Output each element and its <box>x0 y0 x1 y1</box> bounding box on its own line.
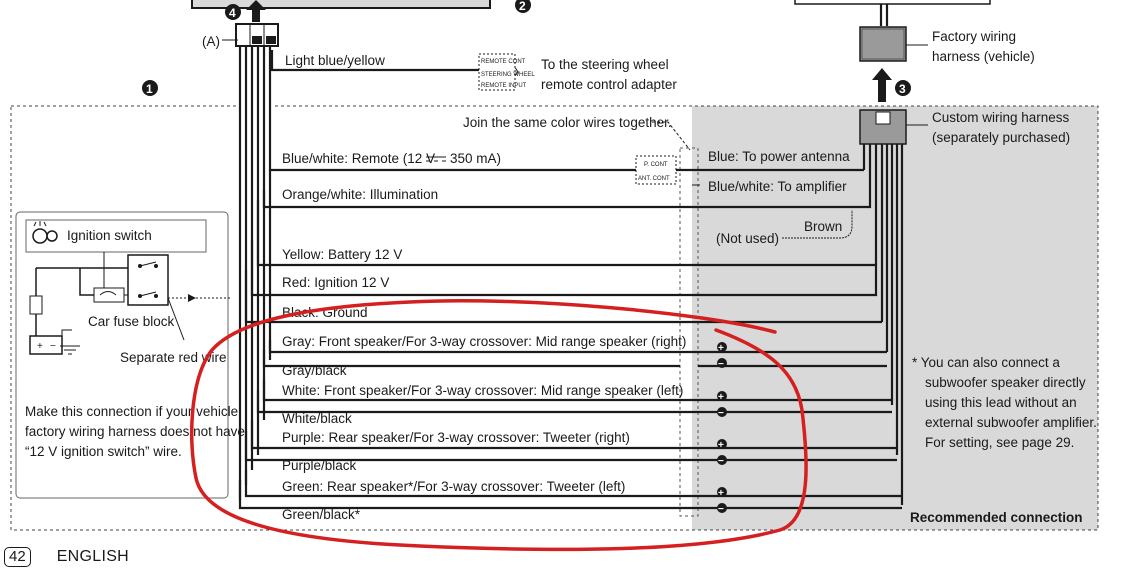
svg-text:+: + <box>37 341 43 352</box>
factory-box-top <box>795 0 990 4</box>
svg-text:−: − <box>718 359 724 370</box>
steering-label-2: remote control adapter <box>541 77 677 92</box>
blue-white-amp-label: Blue/white: To amplifier <box>708 179 847 194</box>
marker-1 <box>142 80 158 96</box>
make-conn-line-3: “12 V ignition switch” wire. <box>25 444 182 459</box>
fuse-block <box>94 288 124 302</box>
note-line-1: * You can also connect a <box>912 355 1060 370</box>
factory-wires-top <box>881 4 887 26</box>
svg-text:+: + <box>718 392 724 403</box>
separate-red-wire-label: Separate red wire <box>120 350 227 365</box>
svg-text:P. CONT: P. CONT <box>644 162 668 168</box>
note-line-4: external subwoofer amplifier. <box>925 415 1097 430</box>
white-label: White: Front speaker/For 3-way crossover: Mid range speaker (left) <box>282 383 684 398</box>
brown-label: Brown <box>804 219 843 234</box>
steering-label-1: To the steering wheel <box>541 57 669 72</box>
svg-text:+: + <box>718 488 724 499</box>
factory-harness-label-2: harness (vehicle) <box>932 49 1035 64</box>
svg-text:+: + <box>718 440 724 451</box>
car-fuse-block-label: Car fuse block <box>88 314 175 329</box>
ma-350-label: 350 mA) <box>450 151 502 166</box>
note-line-2: subwoofer speaker directly <box>925 375 1086 390</box>
svg-text:1: 1 <box>146 82 153 96</box>
connector-a-label: (A) <box>202 34 220 49</box>
make-conn-line-2: factory wiring harness does not have <box>25 424 245 439</box>
page-footer <box>0 544 129 570</box>
svg-text:ANT. CONT: ANT. CONT <box>638 176 670 182</box>
gray-label: Gray: Front speaker/For 3-way crossover: Mid range speaker (right) <box>282 334 687 349</box>
svg-text:−: − <box>50 341 56 352</box>
note-line-3: using this lead without an <box>925 395 1077 410</box>
page-number: 42 <box>4 547 31 567</box>
custom-harness-label-1: Custom wiring harness <box>932 110 1070 125</box>
not-used-label: (Not used) <box>716 231 780 246</box>
switch-block <box>128 255 168 305</box>
battery-icon <box>30 336 62 354</box>
recommended-connection-label: Recommended connection <box>910 510 1083 525</box>
black-ground-label: Black: Ground <box>282 305 368 320</box>
svg-text:2: 2 <box>519 0 526 13</box>
svg-text:REMOTE INPUT: REMOTE INPUT <box>481 83 527 89</box>
svg-text:−: − <box>718 456 724 467</box>
purple-black-label: Purple/black <box>282 458 357 473</box>
white-black-label: White/black <box>282 411 352 426</box>
note-line-5: For setting, see page 29. <box>925 435 1075 450</box>
factory-harness-label-1: Factory wiring <box>932 29 1017 44</box>
marker-2 <box>515 0 531 13</box>
svg-text:REMOTE CONT: REMOTE CONT <box>481 59 526 65</box>
red-ignition-label: Red: Ignition 12 V <box>282 275 390 290</box>
marker-3 <box>895 80 911 96</box>
purple-label: Purple: Rear speaker/For 3-way crossover: Tweeter (right) <box>282 430 630 445</box>
connector-a <box>236 24 278 46</box>
custom-harness-label-2: (separately purchased) <box>932 130 1071 145</box>
gray-black-label: Gray/black <box>282 363 347 378</box>
svg-text:+: + <box>718 343 724 354</box>
green-label: Green: Rear speaker*/For 3-way crossover: Tweeter (left) <box>282 479 626 494</box>
svg-text:−: − <box>718 408 724 419</box>
blue-power-antenna-label: Blue: To power antenna <box>708 149 850 164</box>
ignition-switch-label: Ignition switch <box>67 228 152 243</box>
language-label: ENGLISH <box>56 548 130 565</box>
make-conn-line-1: Make this connection if your vehicle <box>25 404 239 419</box>
green-black-label: Green/black* <box>282 507 361 522</box>
factory-harness-connector <box>860 27 906 61</box>
svg-text:3: 3 <box>899 82 906 96</box>
join-same-color-label: Join the same color wires together. <box>463 115 672 130</box>
light-blue-yellow-label: Light blue/yellow <box>285 53 385 68</box>
svg-text:4: 4 <box>229 6 236 20</box>
arrow-up-icon-right <box>872 68 892 102</box>
svg-text:STEERING WHEEL: STEERING WHEEL <box>481 72 535 78</box>
svg-text:−: − <box>718 504 724 515</box>
orange-white-label: Orange/white: Illumination <box>282 187 439 202</box>
marker-4 <box>225 4 241 20</box>
blue-white-remote-label: Blue/white: Remote (12 V <box>282 151 436 166</box>
yellow-battery-label: Yellow: Battery 12 V <box>282 247 403 262</box>
